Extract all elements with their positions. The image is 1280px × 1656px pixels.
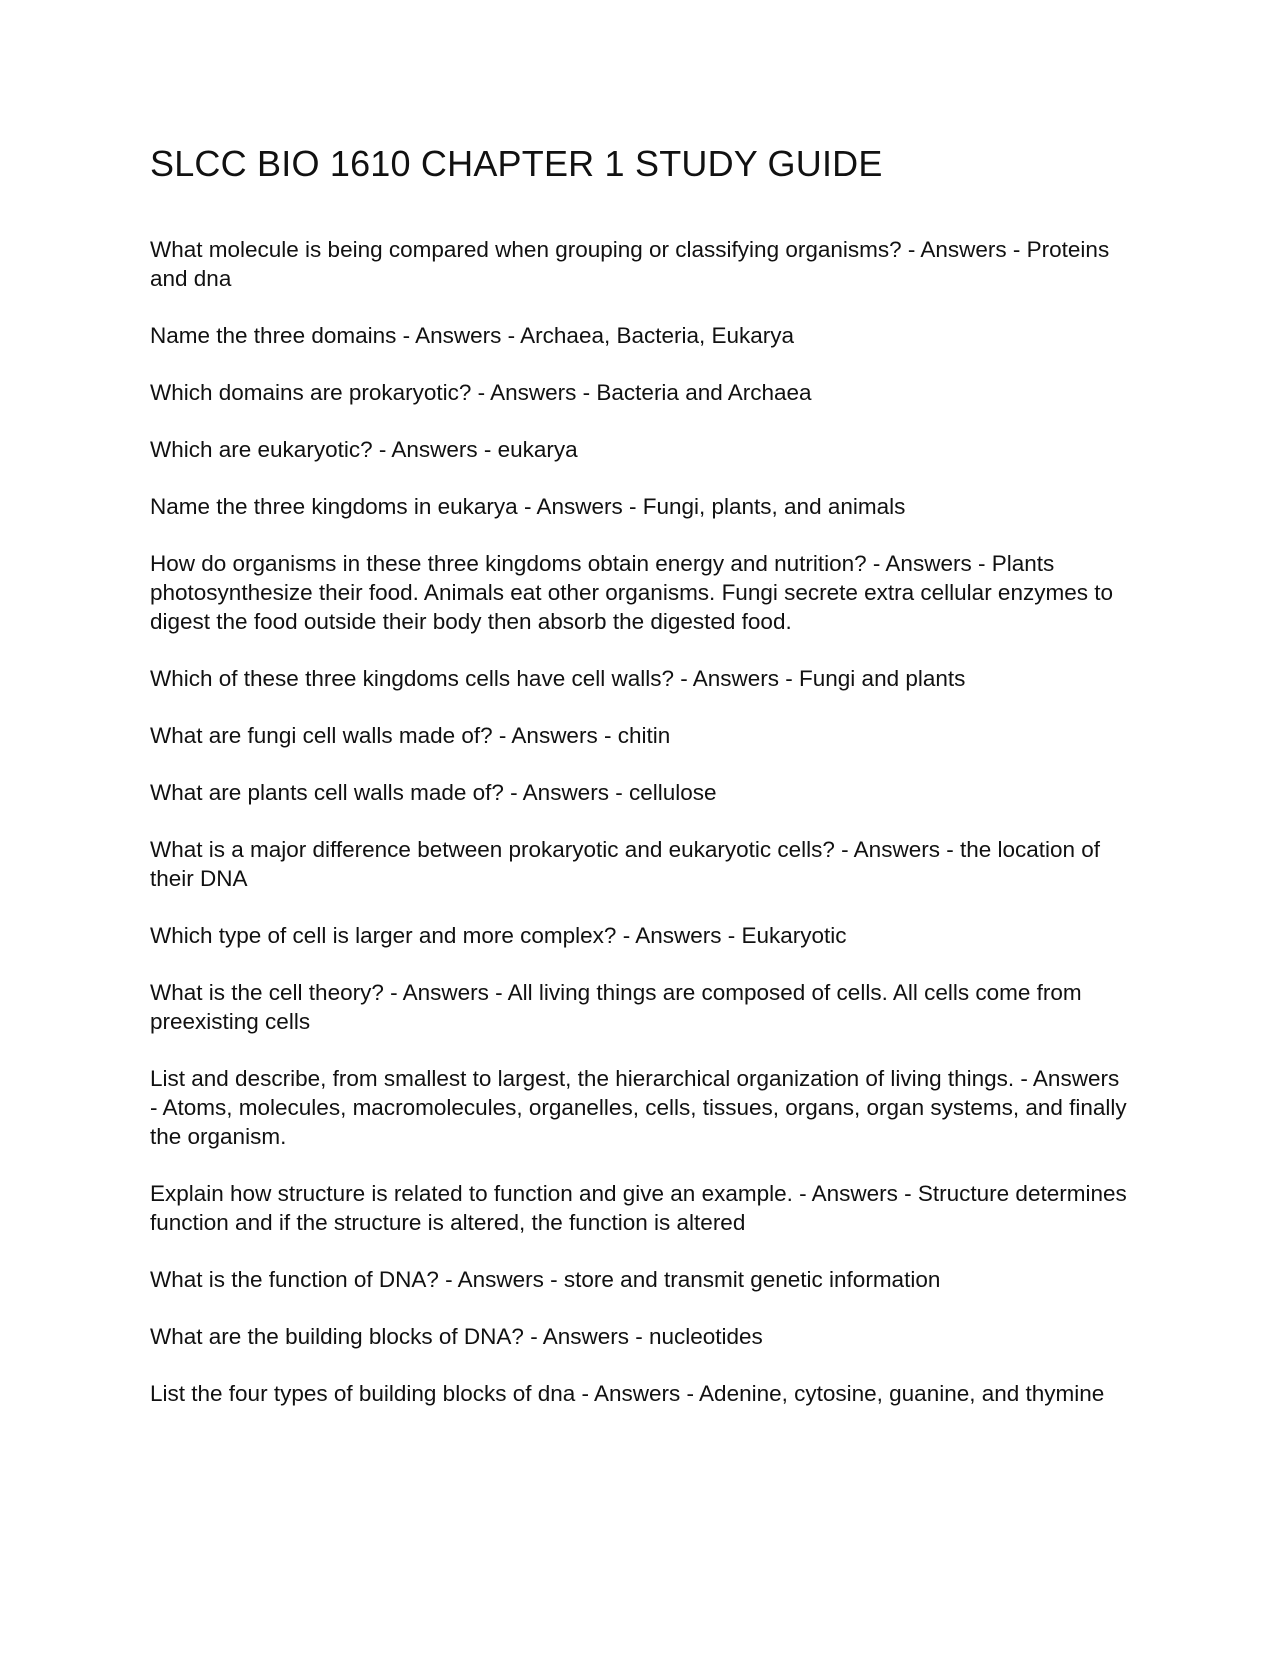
qa-entry: Which type of cell is larger and more complex? - Answers - Eukaryotic (150, 923, 847, 949)
document-title: SLCC BIO 1610 CHAPTER 1 STUDY GUIDE (150, 143, 883, 184)
qa-entry: What are fungi cell walls made of? - Answers - chitin (150, 723, 671, 749)
qa-entry: What is the cell theory? - Answers - All living things are composed of cells. All cells come from preexisting cells (150, 980, 1082, 1035)
qa-entry: What is the function of DNA? - Answers - store and transmit genetic information (150, 1267, 941, 1293)
qa-entry: What are plants cell walls made of? - Answers - cellulose (150, 780, 717, 806)
qa-entry: Which are eukaryotic? - Answers - eukarya (150, 437, 578, 463)
qa-entry: Explain how structure is related to function and give an example. - Answers - Structure determines function and if the structure is altered, the function is altered (150, 1181, 1127, 1236)
qa-entry: List the four types of building blocks of dna - Answers - Adenine, cytosine, guanine, and thymine (150, 1381, 1105, 1407)
qa-entry: Which domains are prokaryotic? - Answers - Bacteria and Archaea (150, 380, 812, 406)
qa-entry: Name the three kingdoms in eukarya - Answers - Fungi, plants, and animals (150, 494, 906, 520)
document-body (150, 142, 1130, 1436)
qa-entry: Which of these three kingdoms cells have cell walls? - Answers - Fungi and plants (150, 666, 966, 692)
qa-entry: What are the building blocks of DNA? - Answers - nucleotides (150, 1324, 763, 1350)
qa-entry: What molecule is being compared when grouping or classifying organisms? - Answers - Proteins and dna (150, 237, 1110, 292)
qa-entry: Name the three domains - Answers - Archaea, Bacteria, Eukarya (150, 323, 795, 349)
qa-entry: What is a major difference between prokaryotic and eukaryotic cells? - Answers - the location of their DNA (150, 837, 1101, 892)
qa-entry: How do organisms in these three kingdoms obtain energy and nutrition? - Answers - Plants photosynthesize their food. Animals eat other organisms. Fungi secrete extra cellular enzymes to digest the food outside their body then absorb the digested food. (150, 551, 1113, 635)
qa-entry: List and describe, from smallest to largest, the hierarchical organization of living things. - Answers - Atoms, molecules, macromolecules, organelles, cells, tissues, organs, organ systems, and finally the organism. (150, 1066, 1127, 1150)
